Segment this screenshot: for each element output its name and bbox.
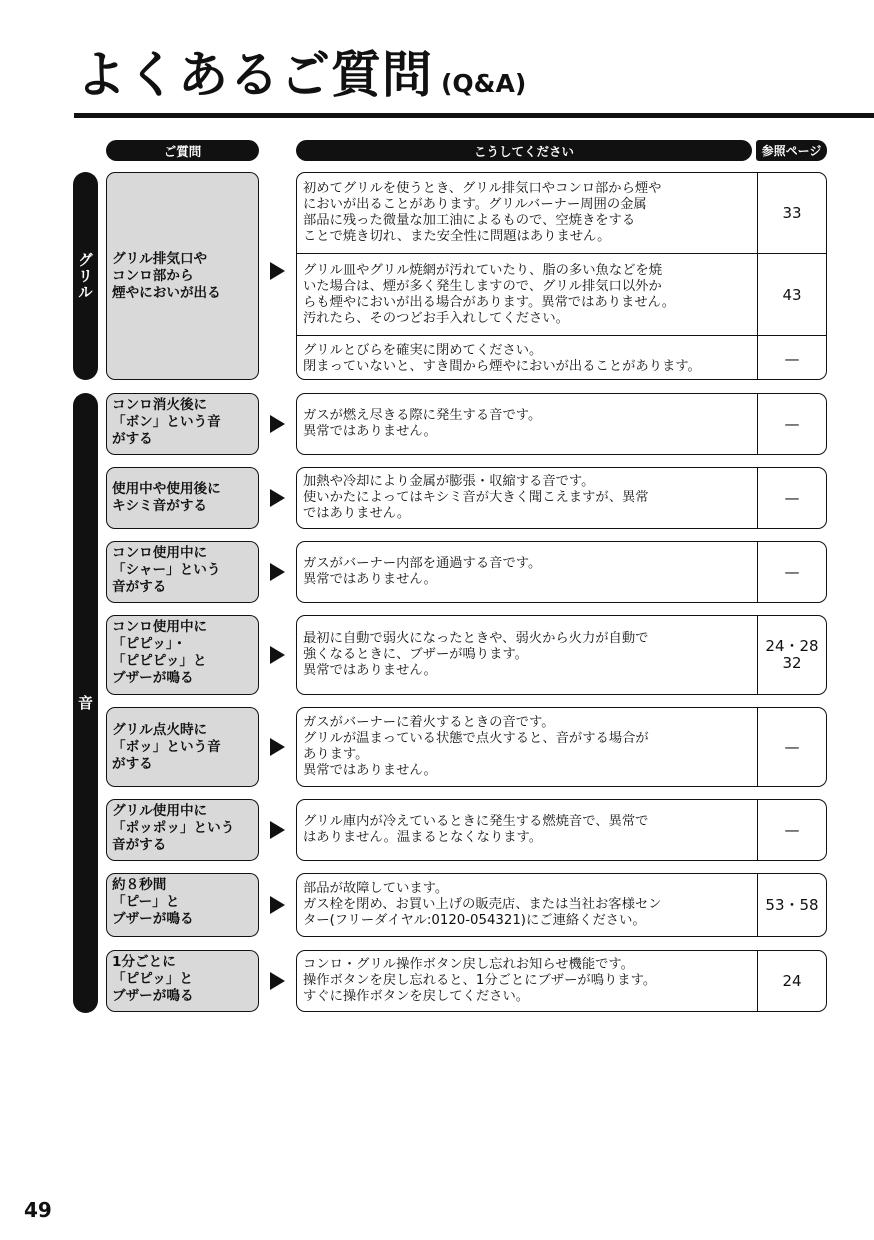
answer-row [297,335,826,380]
question-text: グリル使用中に 「ポッポッ」という 音がする [112,803,235,853]
ref-page: — [757,542,826,602]
arrow-icon [270,489,285,507]
page-title [76,44,526,106]
answer-box [296,541,827,603]
question-box [106,541,259,603]
page-title-main: よくあるご質問 [76,46,433,104]
ref-page: — [757,336,826,380]
ref-page: 33 [757,173,826,253]
answer-row [297,394,826,454]
answer-box [296,393,827,455]
arrow-icon [270,563,285,581]
answer-row [297,951,826,1011]
answer-text: 最初に自動で弱火になったときや、弱火から火力が自動で 強くなるときに、ブザーが鳴ります。 異常ではありません。 [303,631,649,678]
arrow-icon [270,415,285,433]
question-box [106,799,259,861]
header-question: ご質問 [106,140,259,161]
answer-row [297,800,826,860]
ref-page: — [757,468,826,528]
answer-row [297,173,826,253]
answer-text: 部品が故障しています。 ガス栓を閉め、お買い上げの販売店、または当社お客様セン ター(フリーダイヤル:0120-054321)にご連絡ください。 [303,881,662,928]
answer-text: ガスがバーナーに着火するときの音です。 グリルが温まっている状態で点火すると、音がする場合が あります。 異常ではありません。 [303,715,649,778]
answer-box [296,873,827,937]
answer-box [296,799,827,861]
answer-row [297,253,826,336]
ref-page: — [757,708,826,786]
ref-page: — [757,800,826,860]
answer-row [297,616,826,694]
arrow-icon [270,262,285,280]
answer-text: ガスが燃え尽きる際に発生する音です。 異常ではありません。 [303,408,542,439]
question-box [106,873,259,937]
ref-page: 53・58 [757,874,826,936]
answer-text: ガスがバーナー内部を通過する音です。 異常ではありません。 [303,556,542,587]
question-box [106,393,259,455]
question-text: グリル点火時に 「ボッ」という音 がする [112,721,221,772]
question-box [106,707,259,787]
question-text: 1分ごとに 「ピピッ」と ブザーが鳴る [112,954,194,1004]
question-box [106,615,259,695]
arrow-icon [270,821,285,839]
arrow-icon [270,738,285,756]
question-text: 使用中や使用後に キシミ音がする [112,481,221,514]
question-box [106,172,259,380]
arrow-icon [270,972,285,990]
question-text: グリル排気口や コンロ部から 煙やにおいが出る [112,250,221,301]
answer-text: 初めてグリルを使うとき、グリル排気口やコンロ部から煙や においが出ることがあります。グリルバーナー周囲の金属 部品に残った微量な加工油によるもので、空焼きをする ことで焼き切れ、また安全性に問題はありません。 [303,181,662,244]
answer-text: グリル皿やグリル焼網が汚れていたり、脂の多い魚などを焼 いた場合は、煙が多く発生しますので、グリル排気口以外か らも煙やにおいが出る場合があります。異常ではありません。 汚れたら、そのつどお手入れしてください。 [303,263,676,326]
answer-row [297,874,826,936]
ref-page: 24・28 32 [757,616,826,694]
question-box [106,467,259,529]
title-rule [74,113,874,118]
answer-box [296,467,827,529]
category-sound: 音 [73,393,98,1013]
answer-box [296,950,827,1012]
answer-box [296,615,827,695]
answer-row [297,708,826,786]
ref-page: — [757,394,826,454]
page-number: 49 [24,1198,52,1222]
header-answer: こうしてください [296,140,752,161]
arrow-icon [270,896,285,914]
question-text: 約８秒間 「ピー」と ブザーが鳴る [112,877,194,927]
answer-text: 加熱や冷却により金属が膨張・収縮する音です。 使いかたによってはキシミ音が大きく聞こえますが、異常 ではありません。 [303,474,649,521]
answer-box [296,172,827,380]
header-ref-page: 参照ページ [756,140,827,161]
answer-text: グリルとびらを確実に閉めてください。 閉まっていないと、すき間から煙やにおいが出ることがあります。 [303,343,701,374]
answer-text: コンロ・グリル操作ボタン戻し忘れお知らせ機能です。 操作ボタンを戻し忘れると、1分ごとにブザーが鳴ります。 すぐに操作ボタンを戻してください。 [303,957,657,1004]
answer-text: グリル庫内が冷えているときに発生する燃焼音で、異常で はありません。温まるとなくなります。 [303,814,649,845]
question-text: コンロ使用中に 「シャー」という 音がする [112,545,221,595]
page-title-sub: (Q&A) [441,69,527,98]
ref-page: 43 [757,254,826,336]
question-text: コンロ消火後に 「ボン」という音 がする [112,397,221,447]
question-text: コンロ使用中に 「ピピッ」・ 「ピピピッ」と ブザーが鳴る [112,619,208,686]
question-box [106,950,259,1012]
answer-row [297,468,826,528]
category-grill: グリル [73,172,98,380]
answer-box [296,707,827,787]
arrow-icon [270,646,285,664]
ref-page: 24 [757,951,826,1011]
answer-row [297,542,826,602]
